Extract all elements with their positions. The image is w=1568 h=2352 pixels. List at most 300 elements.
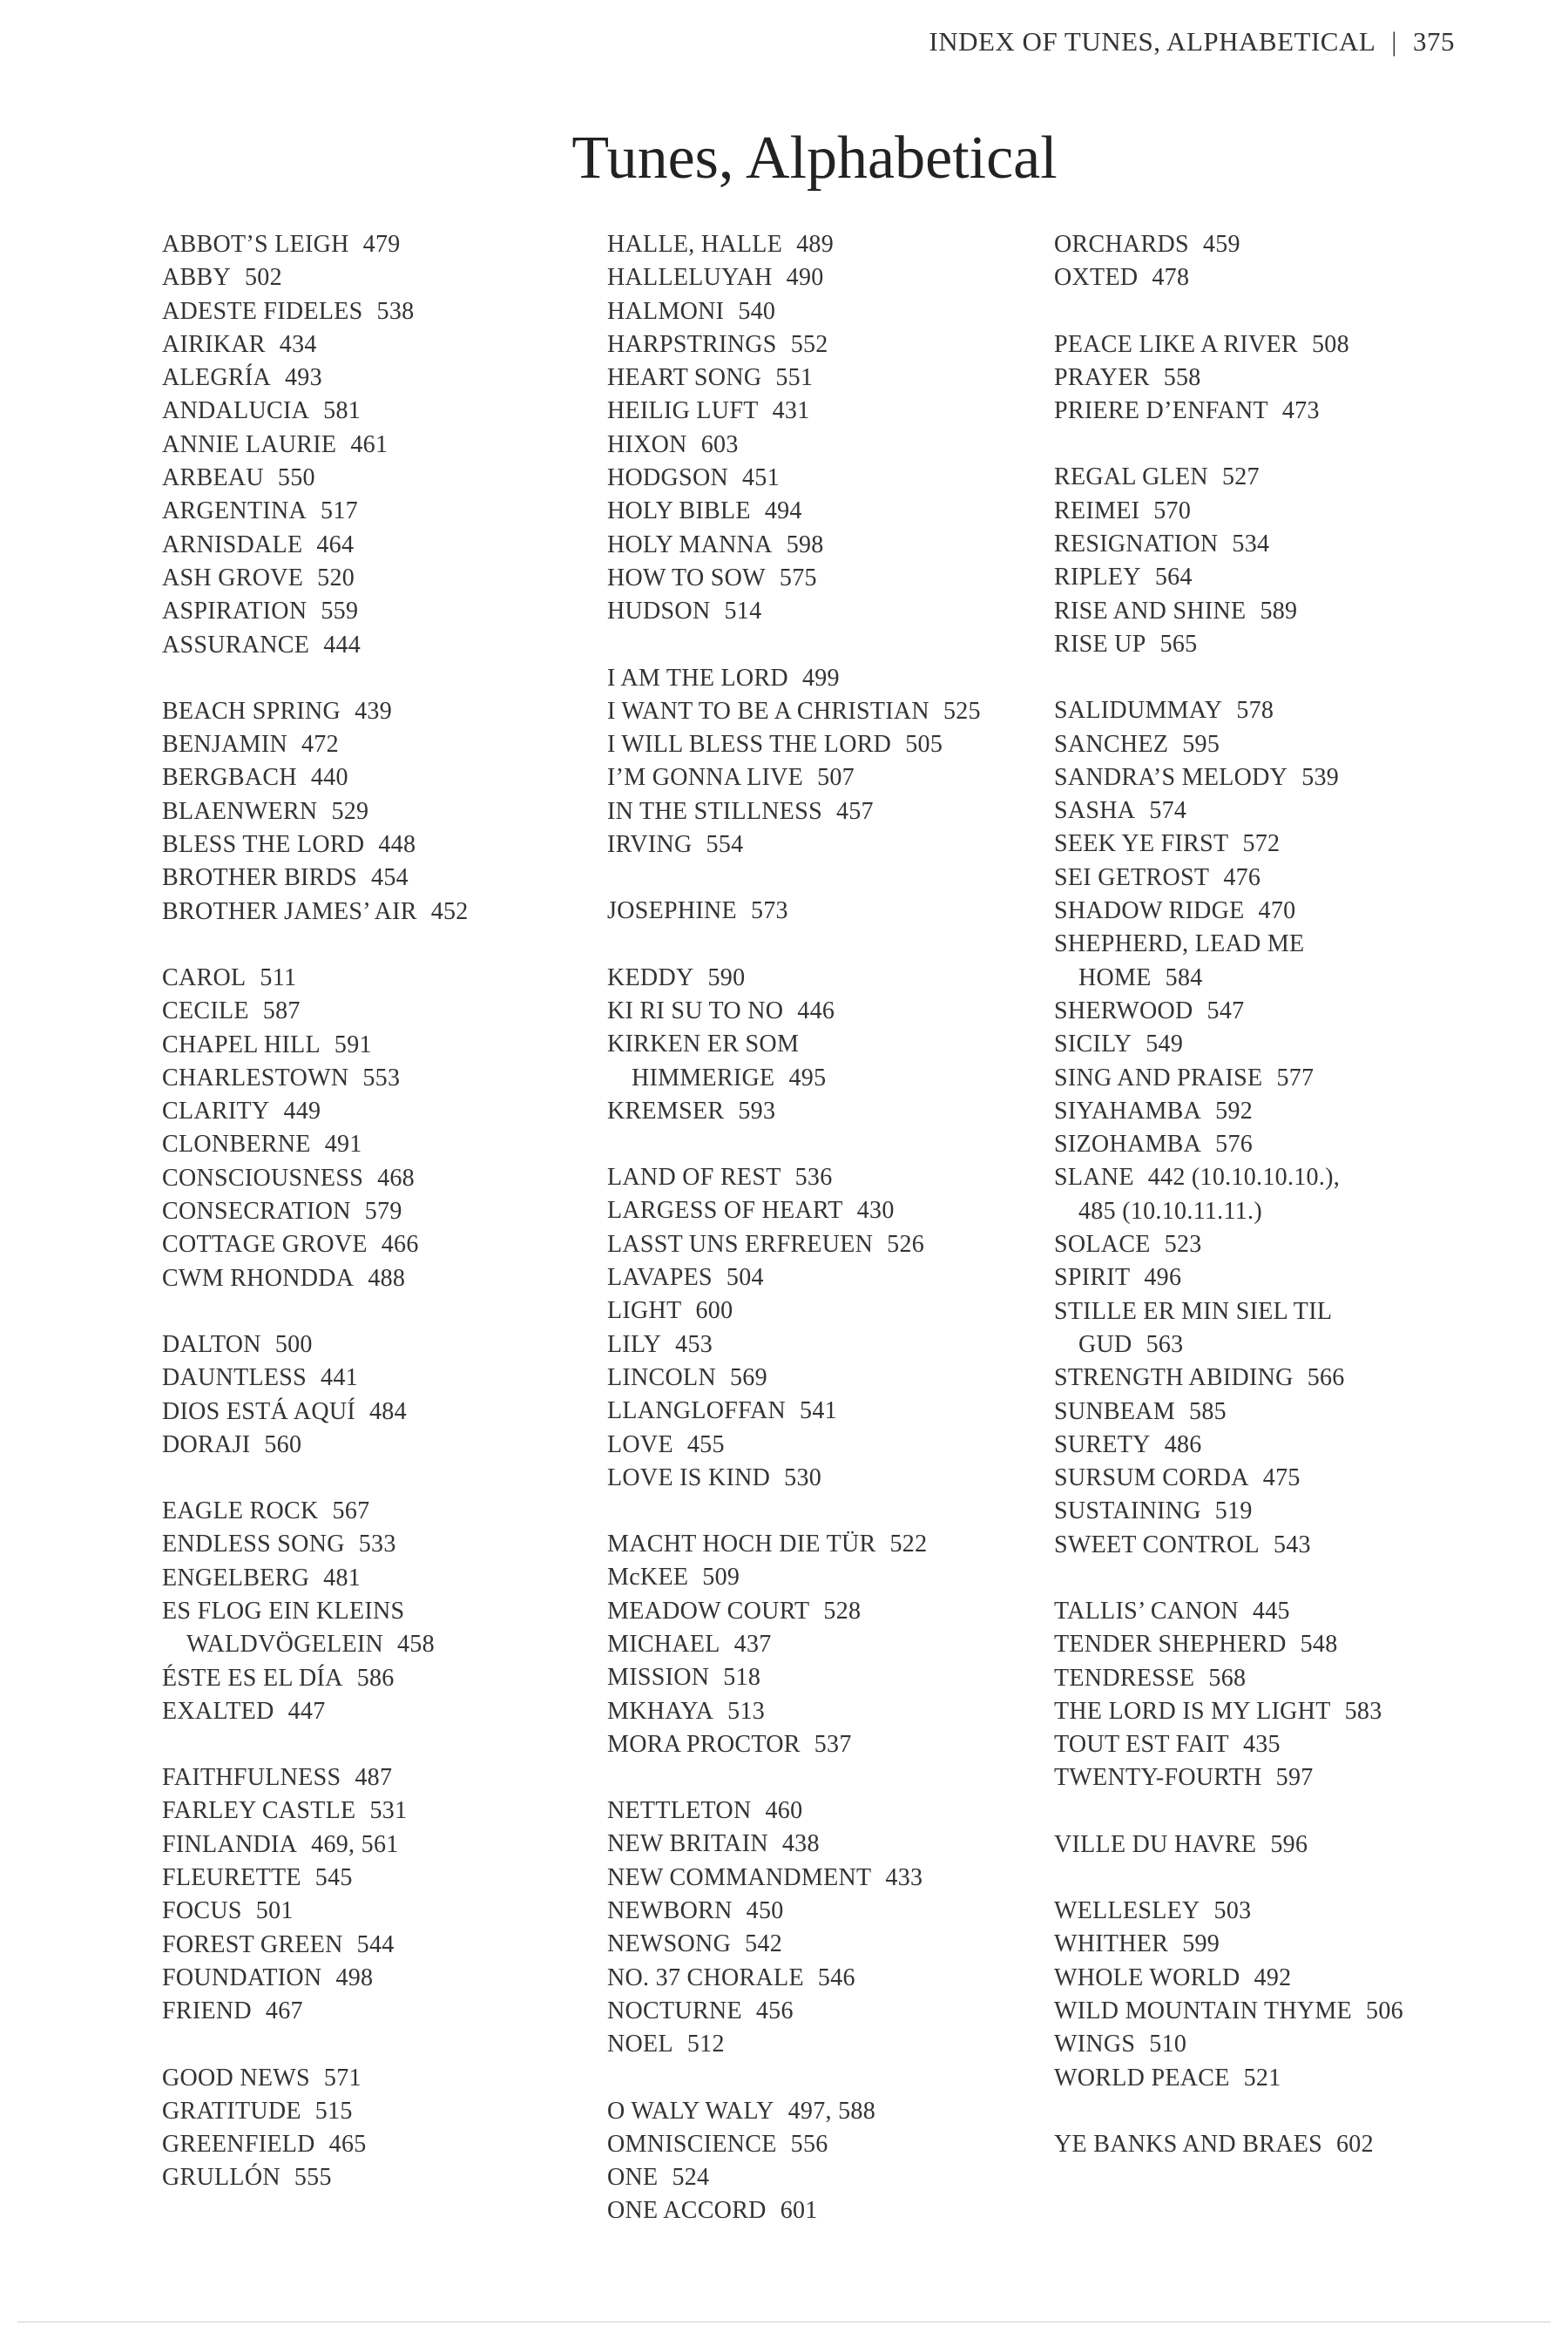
- index-entry: [607, 529, 1060, 562]
- index-entry: [162, 1828, 615, 1862]
- index-entry: [607, 429, 1060, 462]
- index-entry: [607, 1362, 1060, 1395]
- tune-name: STILLE ER MIN SIEL TIL: [1054, 1297, 1333, 1325]
- tune-name: SPIRIT: [1054, 1264, 1131, 1292]
- tune-name: BENJAMIN: [162, 731, 287, 759]
- index-entry: [162, 495, 615, 528]
- index-entry: [607, 995, 1060, 1028]
- tune-name: ORCHARDS: [1054, 231, 1189, 258]
- index-entry: [607, 362, 1060, 395]
- tune-name: CONSCIOUSNESS: [162, 1164, 364, 1192]
- hymn-number: 450: [746, 1897, 784, 1925]
- tune-name: GRULLÓN: [162, 2164, 280, 2192]
- index-entry: [607, 1728, 1060, 1761]
- index-entry: [1054, 1695, 1507, 1728]
- tune-name: WINGS: [1054, 2031, 1136, 2058]
- tune-name-continuation: WALDVÖGELEIN 458: [186, 1631, 435, 1659]
- hymn-number: 490: [786, 264, 824, 292]
- tune-name: SURETY: [1054, 1430, 1151, 1458]
- index-entry: [1054, 995, 1507, 1028]
- tune-name: NEW BRITAIN: [607, 1830, 768, 1858]
- hymn-number: 493: [284, 364, 322, 392]
- index-entry: [162, 328, 615, 362]
- letter-group: [162, 2062, 615, 2195]
- tune-name: BLAENWERN: [162, 797, 318, 825]
- hymn-number: 549: [1146, 1031, 1184, 1058]
- tune-name: KI RI SU TO NO: [607, 997, 784, 1024]
- tune-name: FAITHFULNESS: [162, 1764, 341, 1792]
- hymn-number: 574: [1149, 797, 1187, 825]
- hymn-number: 489: [796, 231, 835, 258]
- index-entry: [607, 462, 1060, 495]
- tune-name: ONE ACCORD: [607, 2197, 767, 2225]
- tune-name: DALTON: [162, 1330, 261, 1358]
- index-entry: [607, 261, 1060, 294]
- tune-name: WHOLE WORLD: [1054, 1963, 1240, 1991]
- hymn-number: 560: [264, 1430, 302, 1458]
- tune-name: NEWSONG: [607, 1930, 732, 1958]
- index-entry: [607, 1928, 1060, 1961]
- tune-name: SASHA: [1054, 797, 1136, 825]
- hymn-number: 486: [1164, 1430, 1202, 1458]
- hymn-number: 494: [764, 497, 802, 525]
- index-entry: [1054, 1728, 1507, 1761]
- hymn-number: 467: [265, 1997, 303, 2025]
- hymn-number: 479: [362, 231, 401, 258]
- hymn-number: 577: [1276, 1064, 1315, 1092]
- index-entry: [607, 2128, 1060, 2161]
- tune-name: GRATITUDE: [162, 2097, 301, 2125]
- hymn-number: 444: [323, 631, 362, 659]
- tune-name: OMNISCIENCE: [607, 2130, 777, 2158]
- tune-name: LAND OF REST: [607, 1164, 781, 1192]
- tune-name: ONE: [607, 2164, 659, 2192]
- index-entry: [607, 328, 1060, 362]
- hymn-number: 564: [1154, 564, 1193, 591]
- index-entry: [607, 1429, 1060, 1462]
- index-entry: [1054, 928, 1507, 995]
- letter-group: [1054, 461, 1507, 661]
- index-entry: [162, 1595, 615, 1662]
- index-entry: [1054, 1128, 1507, 1161]
- letter-group: [1054, 2128, 1507, 2161]
- hymn-number: 566: [1307, 1364, 1345, 1392]
- index-entry: [1054, 461, 1507, 494]
- index-column-3: [1054, 228, 1507, 2194]
- index-entry: [607, 695, 1060, 728]
- tune-name: ASH GROVE: [162, 564, 304, 591]
- tune-name: ENGELBERG: [162, 1564, 310, 1592]
- tune-name: HALLELUYAH: [607, 264, 773, 292]
- index-entry: [162, 1528, 615, 1561]
- index-entry: [162, 1662, 615, 1695]
- hymn-number: 531: [369, 1797, 408, 1825]
- index-entry: [162, 1328, 615, 1362]
- tune-name: OXTED: [1054, 264, 1139, 292]
- index-entry: [607, 1862, 1060, 1895]
- header-separator: |: [1391, 26, 1397, 57]
- hymn-number: 517: [321, 497, 358, 525]
- hymn-number: 434: [279, 330, 317, 358]
- index-entry: [1054, 1028, 1507, 1061]
- hymn-number: 506: [1366, 1997, 1403, 2024]
- index-column-1: [162, 228, 615, 2228]
- hymn-number: 454: [371, 864, 409, 892]
- hymn-number: 519: [1214, 1497, 1253, 1525]
- tune-name: LAVAPES: [607, 1264, 713, 1292]
- index-entry: [1054, 1228, 1507, 1261]
- index-entry: [607, 1962, 1060, 1995]
- index-entry: [1054, 595, 1507, 628]
- hymn-number: 522: [889, 1531, 928, 1558]
- hymn-number: 539: [1301, 763, 1340, 791]
- index-entry: [607, 1895, 1060, 1928]
- tune-name: YE BANKS AND BRAES: [1054, 2130, 1322, 2158]
- index-entry: [1054, 2062, 1507, 2095]
- tune-name: THE LORD IS MY LIGHT: [1054, 1697, 1331, 1725]
- index-entry: [607, 1028, 1060, 1095]
- index-entry: [1054, 1462, 1507, 1495]
- hymn-number: 544: [356, 1930, 395, 1958]
- letter-group: [1054, 1595, 1507, 1795]
- tune-name: TALLIS’ CANON: [1054, 1597, 1239, 1625]
- index-entry: [1054, 1828, 1507, 1862]
- tune-name: MEADOW COURT: [607, 1597, 810, 1625]
- tune-name-continuation: GUD 563: [1078, 1330, 1184, 1358]
- index-entry: [607, 495, 1060, 528]
- hymn-number: 433: [885, 1863, 923, 1891]
- index-entry: [1054, 794, 1507, 828]
- index-entry: [1054, 1628, 1507, 1661]
- index-entry: [162, 395, 615, 428]
- index-entry: [162, 1128, 615, 1161]
- index-entry: [1054, 895, 1507, 928]
- page-title: Tunes, Alphabetical: [571, 125, 1058, 192]
- hymn-number: 595: [1182, 730, 1220, 758]
- hymn-number: 509: [702, 1564, 740, 1592]
- index-entry: [162, 629, 615, 662]
- tune-name: FLEURETTE: [162, 1864, 301, 1892]
- hymn-number: 435: [1242, 1731, 1281, 1759]
- tune-name: TWENTY-FOURTH: [1054, 1764, 1262, 1792]
- hymn-number: 537: [814, 1730, 852, 1758]
- tune-name: REIMEI: [1054, 497, 1140, 524]
- index-entry: [1054, 495, 1507, 528]
- index-entry: [162, 1562, 615, 1595]
- hymn-number: 553: [362, 1064, 401, 1092]
- letter-group: [607, 1794, 1060, 2061]
- hymn-number: 590: [707, 963, 746, 991]
- hymn-number: 599: [1182, 1930, 1220, 1958]
- running-head: [929, 26, 1455, 57]
- hymn-number: 602: [1336, 2130, 1374, 2158]
- hymn-number: 500: [274, 1330, 313, 1358]
- tune-name: BLESS THE LORD: [162, 831, 365, 859]
- tune-name: KREMSER: [607, 1097, 725, 1125]
- tune-name: SANCHEZ: [1054, 730, 1169, 758]
- index-entry: [1054, 1662, 1507, 1695]
- hymn-number: 488: [368, 1264, 406, 1292]
- index-entry: [162, 1995, 615, 2028]
- tune-name: IN THE STILLNESS: [607, 797, 822, 825]
- tune-name: SEI GETROST: [1054, 863, 1210, 891]
- tune-name: VILLE DU HAVRE: [1054, 1830, 1257, 1858]
- tune-name: CAROL: [162, 963, 247, 991]
- tune-name: MACHT HOCH DIE TÜR: [607, 1531, 876, 1558]
- index-entry: [162, 1095, 615, 1128]
- index-entry: [162, 1362, 615, 1395]
- index-entry: [1054, 1529, 1507, 1562]
- tune-name: HOLY MANNA: [607, 531, 773, 558]
- hymn-number: 499: [801, 664, 840, 692]
- hymn-number: 459: [1202, 231, 1240, 258]
- letter-group: [1054, 694, 1507, 1562]
- hymn-number: 552: [790, 330, 828, 358]
- hymn-number: 476: [1223, 863, 1261, 891]
- hymn-number: 466: [381, 1231, 419, 1259]
- tune-name: FRIEND: [162, 1997, 252, 2025]
- hymn-number: 565: [1159, 630, 1198, 658]
- index-entry: [607, 1794, 1060, 1828]
- hymn-number: 558: [1163, 363, 1201, 391]
- tune-name: LOVE IS KIND: [607, 1463, 771, 1491]
- index-entry: [162, 1429, 615, 1462]
- tune-name: McKEE: [607, 1564, 689, 1592]
- tune-name: CHAPEL HILL: [162, 1031, 321, 1058]
- index-entry: [162, 1495, 615, 1528]
- tune-name: RESIGNATION: [1054, 531, 1219, 558]
- tune-name: FOCUS: [162, 1897, 242, 1925]
- index-entry: [1054, 1495, 1507, 1528]
- index-entry: [162, 529, 615, 562]
- hymn-number: 586: [356, 1664, 395, 1692]
- hymn-number: 456: [755, 1997, 794, 2024]
- index-entry: [162, 1895, 615, 1928]
- hymn-number: 601: [780, 2197, 818, 2225]
- tune-name: MISSION: [607, 1664, 710, 1692]
- hymn-number: 460: [765, 1797, 803, 1825]
- tune-name: BEACH SPRING: [162, 697, 341, 725]
- tune-name: ANDALUCIA: [162, 397, 310, 425]
- hymn-number: 576: [1215, 1131, 1254, 1159]
- index-entry: [1054, 1995, 1507, 2028]
- hymn-number: 449: [283, 1098, 321, 1125]
- tune-name: ES FLOG EIN KLEINS: [162, 1597, 405, 1625]
- tune-name: KEDDY: [607, 963, 694, 991]
- hymn-number: 569: [729, 1363, 767, 1391]
- index-entry: [1054, 228, 1507, 261]
- tune-name-continuation: HIMMERIGE 495: [632, 1064, 827, 1092]
- hymn-number: 568: [1208, 1664, 1247, 1692]
- index-entry: [162, 1162, 615, 1195]
- hymn-number: 530: [784, 1463, 822, 1491]
- hymn-number: 570: [1153, 497, 1192, 524]
- hymn-number: 441: [321, 1364, 358, 1392]
- index-entry: [162, 2095, 615, 2128]
- letter-group: [607, 1161, 1060, 1495]
- index-entry: [607, 1294, 1060, 1328]
- tune-name: HEILIG LUFT: [607, 397, 759, 425]
- hymn-number: 430: [856, 1197, 895, 1225]
- tune-name: SHEPHERD, LEAD ME: [1054, 930, 1305, 958]
- hymn-number: 545: [314, 1864, 353, 1892]
- tune-name: I WANT TO BE A CHRISTIAN: [607, 697, 929, 725]
- tune-name: SHERWOOD: [1054, 997, 1193, 1024]
- index-column-2: [607, 228, 1060, 2261]
- hymn-number: 504: [726, 1264, 764, 1292]
- tune-name: FINLANDIA: [162, 1830, 298, 1858]
- index-entry: [607, 1528, 1060, 1561]
- tune-name: DIOS ESTÁ AQUÍ: [162, 1397, 355, 1425]
- index-entry: [607, 728, 1060, 761]
- index-entry: [162, 1695, 615, 1728]
- hymn-number: 457: [835, 797, 874, 825]
- hymn-number: 523: [1164, 1231, 1202, 1259]
- index-entry: [1054, 261, 1507, 294]
- hymn-number: 431: [772, 397, 810, 425]
- index-entry: [1054, 862, 1507, 895]
- index-entry: [607, 895, 1060, 928]
- hymn-number: 525: [943, 697, 981, 725]
- hymn-number: 585: [1189, 1397, 1227, 1425]
- hymn-number: 597: [1275, 1764, 1314, 1792]
- letter-group: [1054, 328, 1507, 429]
- letter-group: [1054, 228, 1507, 295]
- index-entry: [162, 828, 615, 862]
- index-entry: [1054, 1362, 1507, 1395]
- tune-name: TENDER SHEPHERD: [1054, 1631, 1287, 1659]
- index-entry: [607, 2028, 1060, 2061]
- hymn-number: 526: [887, 1230, 925, 1258]
- index-entry: [162, 2062, 615, 2095]
- letter-group: [162, 962, 615, 1295]
- tune-name: CLARITY: [162, 1098, 270, 1125]
- index-entry: [162, 1062, 615, 1095]
- hymn-number: 543: [1273, 1531, 1311, 1558]
- tune-name: DAUNTLESS: [162, 1364, 308, 1392]
- tune-name: MORA PROCTOR: [607, 1730, 801, 1758]
- tune-name: BROTHER JAMES’ AIR: [162, 897, 417, 925]
- tune-name: SUNBEAM: [1054, 1397, 1176, 1425]
- index-entry: [607, 761, 1060, 794]
- index-entry: [1054, 2128, 1507, 2161]
- index-entry: [607, 228, 1060, 261]
- index-entry: [1054, 1295, 1507, 1362]
- tune-name: I’M GONNA LIVE: [607, 764, 804, 792]
- hymn-number: 520: [317, 564, 355, 591]
- index-entry: [1054, 1396, 1507, 1429]
- letter-group: [607, 895, 1060, 928]
- index-entry: [162, 228, 615, 261]
- hymn-number: 572: [1242, 830, 1281, 858]
- tune-name: NEWBORN: [607, 1897, 733, 1925]
- index-entry: [607, 1194, 1060, 1227]
- hymn-number: 547: [1206, 997, 1245, 1024]
- index-entry: [162, 761, 615, 794]
- tune-name: CLONBERNE: [162, 1131, 311, 1159]
- index-entry: [162, 795, 615, 828]
- tune-name: EAGLE ROCK: [162, 1497, 319, 1525]
- index-entry: [607, 962, 1060, 995]
- tune-name: GOOD NEWS: [162, 2064, 310, 2092]
- tune-name: FARLEY CASTLE: [162, 1797, 356, 1825]
- index-entry: [607, 1561, 1060, 1594]
- index-entry: [607, 2194, 1060, 2227]
- tune-name: FOREST GREEN: [162, 1930, 343, 1958]
- hymn-number: 515: [314, 2097, 353, 2125]
- hymn-number: 452: [430, 897, 469, 925]
- hymn-number: 461: [350, 430, 389, 458]
- tune-name: CHARLESTOWN: [162, 1064, 349, 1092]
- hymn-number: 458: [397, 1631, 435, 1659]
- index-entry: [1054, 1062, 1507, 1095]
- hymn-number: 603: [700, 430, 739, 458]
- hymn-number: 455: [686, 1430, 725, 1458]
- hymn-number: 453: [675, 1330, 713, 1358]
- index-entry: [1054, 728, 1507, 761]
- tune-name: REGAL GLEN: [1054, 463, 1208, 491]
- tune-name: SOLACE: [1054, 1231, 1151, 1259]
- index-entry: [607, 1595, 1060, 1628]
- hymn-number: 538: [376, 297, 415, 325]
- hymn-number: 578: [1236, 697, 1274, 725]
- index-entry: [162, 1962, 615, 1995]
- letter-group: [162, 1761, 615, 2028]
- hymn-number: 447: [287, 1697, 326, 1725]
- hymn-number: 439: [355, 697, 392, 725]
- index-entry: [1054, 694, 1507, 727]
- hymn-number: 551: [775, 364, 814, 392]
- index-entry: [607, 1628, 1060, 1661]
- hymn-number: 446: [797, 997, 835, 1024]
- tune-name: HEART SONG: [607, 364, 762, 392]
- hymn-number: 521: [1243, 2064, 1281, 2092]
- tune-name: FOUNDATION: [162, 1963, 322, 1991]
- tune-name: JOSEPHINE: [607, 897, 737, 925]
- tune-name: PEACE LIKE A RIVER: [1054, 330, 1298, 358]
- index-entry: [162, 1195, 615, 1228]
- hymn-number: 563: [1146, 1330, 1184, 1358]
- tune-name: I WILL BLESS THE LORD: [607, 731, 892, 759]
- tune-name: HIXON: [607, 430, 687, 458]
- hymn-number: 484: [368, 1397, 407, 1425]
- letter-group: [1054, 1895, 1507, 2095]
- hymn-number: 581: [323, 397, 362, 425]
- hymn-number: 591: [334, 1031, 372, 1058]
- index-entry: [607, 1462, 1060, 1495]
- tune-name: O WALY WALY: [607, 2097, 774, 2125]
- hymn-number: 502: [245, 264, 282, 292]
- hymn-number: 487: [355, 1764, 393, 1792]
- tune-name: I AM THE LORD: [607, 664, 788, 692]
- index-entry: [607, 828, 1060, 862]
- index-entry: [1054, 395, 1507, 428]
- tune-name: WORLD PEACE: [1054, 2064, 1230, 2092]
- tune-name: HOW TO SOW: [607, 564, 766, 591]
- hymn-number: 492: [1254, 1963, 1292, 1991]
- tune-name: ASSURANCE: [162, 631, 310, 659]
- hymn-number: 510: [1149, 2031, 1187, 2058]
- index-entry: [162, 1862, 615, 1895]
- hymn-number: 584: [1165, 963, 1203, 991]
- tune-name: ASPIRATION: [162, 598, 308, 625]
- index-entry: [1054, 2028, 1507, 2061]
- letter-group: [162, 228, 615, 662]
- hymn-number: 573: [750, 897, 788, 925]
- index-entry: [607, 562, 1060, 595]
- index-entry: [607, 662, 1060, 695]
- letter-group: [162, 695, 615, 929]
